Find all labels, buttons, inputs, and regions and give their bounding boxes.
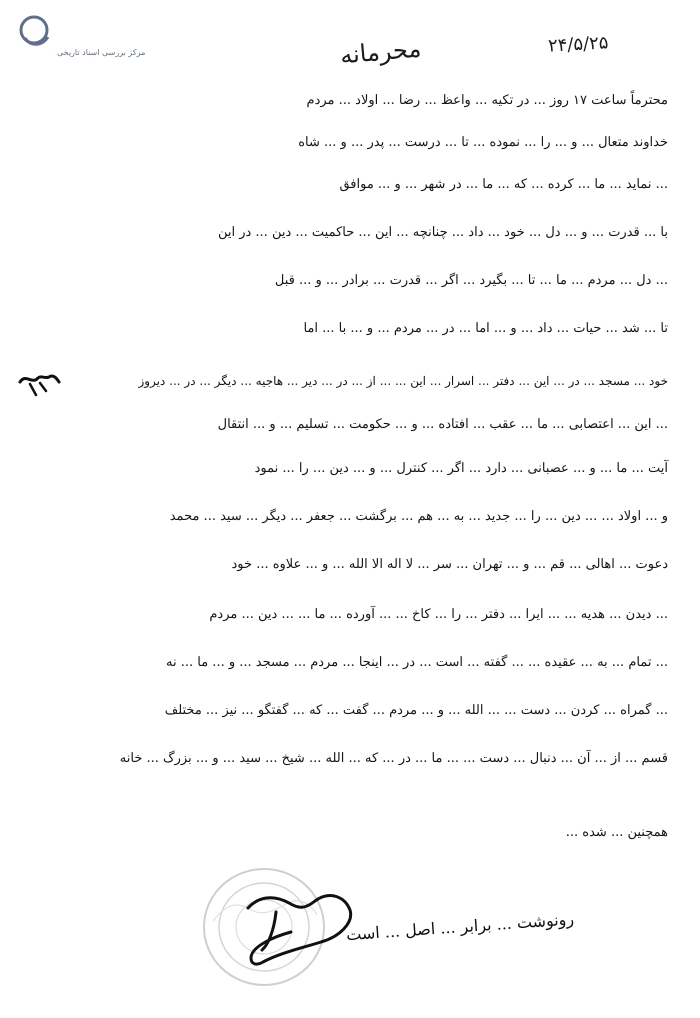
watermark bbox=[14, 12, 146, 60]
certification-note: رونوشت ... برابر ... اصل ... است bbox=[345, 909, 575, 945]
letter-line: خداوند متعال ... و ... را ... نموده ... تا ... درست ... پدر ... و ... شاه bbox=[298, 135, 668, 150]
letter-line: دعوت ... اهالی ... قم ... و ... تهران ... سر ... لا اله الا الله ... و ... علاوه ... خود bbox=[231, 557, 668, 572]
letter-line: و ... اولاد ... ... دین ... را ... جدید ... به ... هم ... برگشت ... جعفر ... دیگر ... سید ... محمد bbox=[169, 509, 668, 524]
letter-line: ... تمام ... به ... عقیده ... ... گفته ... است ... در ... اینجا ... مردم ... مسجد ... و ... ما ... نه bbox=[166, 655, 668, 670]
letter-body bbox=[42, 84, 668, 864]
watermark-text: مرکز بررسی اسناد تاریخی bbox=[57, 48, 146, 57]
letter-date: ۲۴/۵/۲۵ bbox=[547, 32, 609, 57]
letter-line: محترماً ساعت ۱۷ روز ... در تکیه ... واعظ ... رضا ... اولاد ... مردم bbox=[306, 93, 668, 108]
letter-line: با ... قدرت ... و ... دل ... خود ... داد ... چنانچه ... این ... حاکمیت ... دین ... در این bbox=[217, 225, 668, 240]
letter-line: قسم ... از ... آن ... دنبال ... دست ... ... ما ... در ... که ... الله ... شیخ ... سید ... و ... بزرگ ... خانه bbox=[119, 751, 668, 766]
letter-line: ... نماید ... ما ... کرده ... که ... ما ... در شهر ... و ... موافق bbox=[339, 177, 668, 192]
letter-line: ... گمراه ... کردن ... دست ... ... الله ... و ... مردم ... گفت ... که ... گفتگو ... نیز ... مختلف bbox=[164, 703, 668, 718]
letter-line: ... دیدن ... هدیه ... ... ایرا ... دفتر ... را ... کاخ ... ... آورده ... ما ... ... دین ... مردم bbox=[209, 607, 668, 622]
letter-line: همچنین ... شده ... bbox=[565, 825, 668, 840]
letter-line: ... دل ... مردم ... ما ... تا ... بگیرد ... اگر ... قدرت ... برادر ... و ... قبل bbox=[274, 273, 668, 288]
letter-line: تا ... شد ... حیات ... داد ... و ... اما ... در ... مردم ... و ... با ... اما bbox=[303, 321, 668, 336]
archive-logo-icon bbox=[14, 12, 146, 60]
letter-line: آیت ... ما ... و ... عصبانی ... دارد ... اگر ... کنترل ... و ... دین ... را ... نمود bbox=[254, 461, 668, 476]
letter-line: خود ... مسجد ... در ... این ... دفتر ... اسرار ... این ... ... از ... در ... دیر ... هاجیه ... دیگر ... در ... دیروز bbox=[138, 374, 668, 388]
letter-line: ... این ... اعتصابی ... ما ... عقب ... افتاده ... و ... حکومت ... تسلیم ... و ... انتقال bbox=[217, 417, 668, 432]
page-title: محرمانه bbox=[338, 34, 423, 70]
